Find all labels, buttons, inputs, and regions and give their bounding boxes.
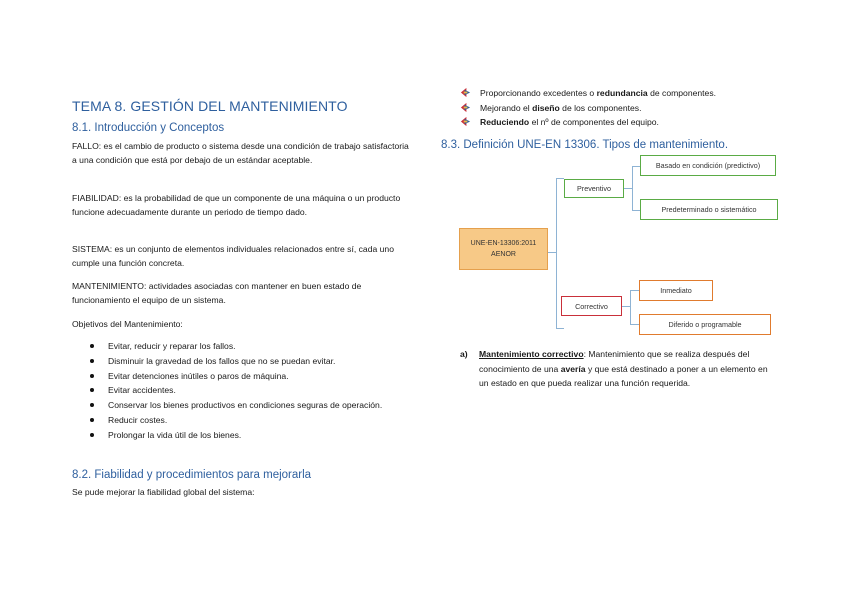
item-a-marker: a) [460, 349, 468, 359]
bullet-dot-icon [90, 418, 94, 422]
diagram-node-preventivo: Preventivo [564, 179, 624, 198]
definition-mantenimiento [72, 279, 412, 307]
connector-line [630, 290, 639, 291]
definition-text: : actividades asociadas con mantener en buen estado de funcionamiento el equipo de un sistema. [72, 281, 362, 305]
bullet-dot-icon [90, 388, 94, 392]
bullet-dot-icon [90, 403, 94, 407]
diagram-node-correctivo: Correctivo [561, 296, 622, 316]
item-a-text: Mantenimiento correctivo: Mantenimiento que se realiza después del conocimiento de una avería y que está destinado a poner a un elemento en un estado en que pueda realizar una función requerida. [479, 349, 768, 388]
definition-term: SISTEMA [72, 244, 110, 254]
list-item: Evitar detenciones inútiles o paros de máquina. [72, 369, 392, 384]
connector-line [632, 210, 640, 211]
definition-term: FALLO [72, 141, 99, 151]
connector-line [556, 178, 557, 328]
arrow-bullet-icon [460, 87, 471, 98]
list-item: Reduciendo el nº de componentes del equipo. [460, 115, 800, 130]
connector-line [548, 252, 556, 253]
connector-line [632, 166, 640, 167]
diagram-node-inmediato: Inmediato [639, 280, 713, 301]
definition-fiabilidad [72, 191, 412, 219]
connector-line [630, 324, 639, 325]
connector-line [632, 166, 633, 210]
list-item: Evitar accidentes. [72, 383, 392, 398]
diagram-root-node: UNE-EN-13306:2011 AENOR [459, 228, 548, 270]
section-8-2-text: Se pude mejorar la fiabilidad global del sistema: [72, 487, 255, 497]
diagram-node-sistematico: Predeterminado o sistemático [640, 199, 778, 220]
section-8-2-heading: 8.2. Fiabilidad y procedimientos para mejorarla [72, 469, 312, 481]
section-8-3-heading: 8.3. Definición UNE-EN 13306. Tipos de mantenimiento. [441, 139, 729, 151]
bullet-dot-icon [90, 374, 94, 378]
connector-line [622, 306, 630, 307]
list-item: Disminuir la gravedad de los fallos que no se puedan evitar. [72, 354, 392, 369]
list-item: Evitar, reducir y reparar los fallos. [72, 339, 392, 354]
arrow-bullet-icon [460, 102, 471, 113]
definition-fallo [72, 139, 412, 167]
definition-text: : es un conjunto de elementos individuales relacionados entre sí, cada uno cumple una función concreta. [72, 244, 394, 268]
diagram-node-diferido: Diferido o programable [639, 314, 771, 335]
bullet-dot-icon [90, 433, 94, 437]
definition-text: : es el cambio de producto o sistema desde una condición de trabajo satisfactoria a una condición que está por debajo de un estándar aceptable. [72, 141, 409, 165]
bullet-dot-icon [90, 344, 94, 348]
fiabilidad-methods-list [460, 86, 800, 130]
connector-line [556, 178, 564, 179]
diagram-node-predictivo: Basado en condición (predictivo) [640, 155, 776, 176]
section-8-1-heading: 8.1. Introducción y Conceptos [72, 122, 225, 134]
list-item: Reducir costes. [72, 413, 392, 428]
definition-term: FIABILIDAD [72, 193, 119, 203]
list-item: Prolongar la vida útil de los bienes. [72, 428, 392, 443]
objetivos-list [72, 339, 392, 443]
definition-sistema [72, 242, 412, 270]
item-a-term: Mantenimiento correctivo [479, 349, 584, 359]
connector-line [624, 188, 632, 189]
connector-line [630, 290, 631, 324]
bullet-dot-icon [90, 359, 94, 363]
definition-text: : es la probabilidad de que un componente de una máquina o un producto funcione adecuadamente durante un periodo de tiempo dado. [72, 193, 401, 217]
arrow-bullet-icon [460, 116, 471, 127]
connector-line [556, 328, 564, 329]
page-title: TEMA 8. GESTIÓN DEL MANTENIMIENTO [72, 98, 348, 114]
definition-term: MANTENIMIENTO [72, 281, 144, 291]
list-item: Proporcionando excedentes o redundancia de componentes. [460, 86, 800, 101]
list-item: Mejorando el diseño de los componentes. [460, 101, 800, 116]
list-item: Conservar los bienes productivos en condiciones seguras de operación. [72, 398, 398, 413]
objetivos-label: Objetivos del Mantenimiento: [72, 319, 183, 329]
